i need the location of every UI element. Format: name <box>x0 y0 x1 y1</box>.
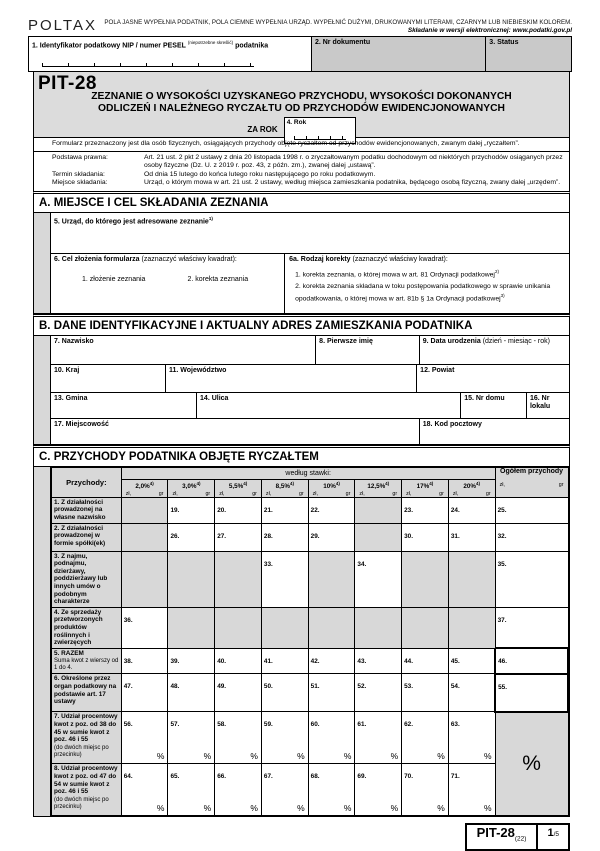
legal-info-box <box>33 138 570 191</box>
form-title-block <box>33 72 570 138</box>
option-zlozenie-zeznania[interactable]: 1. złożenie zeznania <box>82 275 146 283</box>
field-nr-dokumentu <box>311 37 485 71</box>
cell-37[interactable]: 37. <box>495 607 568 648</box>
cell-disabled <box>308 551 355 607</box>
col-header-rate-85: 8,5%$^{4)}$ zł, gr <box>261 479 308 497</box>
nip-digit-ruler[interactable] <box>42 58 254 67</box>
field-nr-lokalu[interactable]: 16. Nr lokalu <box>526 393 569 418</box>
cell-69[interactable]: 69. % <box>355 764 402 816</box>
revenue-table <box>51 467 569 817</box>
purpose-row <box>50 253 569 313</box>
cell-disabled <box>355 607 402 648</box>
field-status <box>485 37 571 71</box>
field-powiat[interactable]: 12. Powiat <box>416 365 569 392</box>
option-korekta-art81b[interactable]: 2. korekta zeznania składana w toku postępowania podatkowego w sprawie unikania opodatkowania, o której mowa w art. 81b § 1a Ordynacji podatkowej$^{3)}$ <box>295 283 551 303</box>
legal-rows <box>34 152 569 191</box>
b-row-3 <box>50 392 569 418</box>
field-gmina[interactable]: 13. Gmina <box>54 394 88 402</box>
cell-disabled <box>121 497 168 523</box>
cell-49[interactable]: 49. <box>215 674 262 712</box>
field-ulica[interactable]: 14. Ulica <box>196 393 460 418</box>
field-rok-label: 4. Rok <box>286 119 307 126</box>
cell-26[interactable]: 26. <box>168 523 215 551</box>
section-a-body <box>33 213 570 314</box>
cell-41[interactable]: 41. <box>261 648 308 674</box>
cell-58[interactable]: 58. % <box>215 712 262 764</box>
cell-disabled <box>261 607 308 648</box>
col-header-rate-10: 10%$^{4)}$ zł, gr <box>308 479 355 497</box>
cell-38[interactable]: 38. <box>121 648 168 674</box>
revenue-row-4 <box>52 607 569 648</box>
field-kod-pocztowy[interactable]: 18. Kod pocztowy <box>419 419 569 444</box>
col-header-wedlug-stawki: według stawki: <box>121 467 495 479</box>
option-korekta-zeznania[interactable]: 2. korekta zeznania <box>187 275 249 283</box>
row-label-6: 6. Określone przez organ podatkowy na podstawie art. 17 ustawy <box>52 674 122 712</box>
field-data-urodzenia[interactable]: 9. Data urodzenia (dzień - miesiąc - rok) <box>419 336 569 364</box>
col-header-rate-125: 12,5%$^{4)}$ zł, gr <box>355 479 402 497</box>
row-label-4: 4. Ze sprzedaży przetworzonych produktów roślinnych i zwierzęcych <box>52 607 122 648</box>
cell-67[interactable]: 67. % <box>261 764 308 816</box>
section-a-header: A. MIEJSCE I CEL SKŁADANIA ZEZNANIA <box>33 191 570 213</box>
cell-23[interactable]: 23. <box>402 497 449 523</box>
cell-65[interactable]: 65. % <box>168 764 215 816</box>
row-label-5: 5. RAZEM Suma kwot z wierszy od 1 do 4. <box>52 648 122 674</box>
field-miejscowosc[interactable]: 17. Miejscowość <box>54 420 109 428</box>
form-header-bar <box>28 10 572 36</box>
cell-disabled <box>215 551 262 607</box>
legal-row-miejsce: Miejsce składania: Urząd, o którym mowa w art. 21 ust. 2 ustawy, według miejsca zamieszkania podatnika, będącego osobą fizyczną, zwany dalej „urzędem”. <box>52 179 561 186</box>
b-row-2 <box>50 364 569 392</box>
fill-instructions-text: POLA JASNE WYPEŁNIA PODATNIK, POLA CIEMNE WYPEŁNIA URZĄD. WYPEŁNIĆ DUŻYMI, DRUKOWANYMI LITERAMI, CZARNYM LUB NIEBIESKIM KOLOREM. <box>104 19 572 26</box>
cell-31[interactable]: 31. <box>448 523 495 551</box>
field-rodzaj-korekty-label: 6a. Rodzaj korekty (zaznaczyć właściwy kwadrat): <box>289 255 448 263</box>
revenue-row-3 <box>52 551 569 607</box>
form-title-line1: ZEZNANIE O WYSOKOŚCI UZYSKANEGO PRZYCHODU, WYSOKOŚCI DOKONANYCH <box>91 91 512 102</box>
cell-disabled <box>308 607 355 648</box>
field-nr-domu[interactable]: 15. Nr domu <box>460 393 526 418</box>
cell-disabled <box>168 607 215 648</box>
cell-44[interactable]: 44. <box>402 648 449 674</box>
cell-34[interactable]: 34. <box>355 551 402 607</box>
cell-70[interactable]: 70. % <box>402 764 449 816</box>
option-korekta-art81[interactable]: 1. korekta zeznania, o której mowa w art. 81 Ordynacji podatkowej$^{2)}$ <box>295 268 499 278</box>
cell-61[interactable]: 61. % <box>355 712 402 764</box>
cell-39[interactable]: 39. <box>168 648 215 674</box>
cell-60[interactable]: 60. % <box>308 712 355 764</box>
revenue-row-6 <box>52 674 569 712</box>
field-pierwsze-imie[interactable]: 8. Pierwsze imię <box>315 336 419 364</box>
field-cel-zlozenia-label: 6. Cel złożenia formularza (zaznaczyć właściwy kwadrat): <box>54 255 237 263</box>
cell-disabled <box>402 551 449 607</box>
revenue-row-5 <box>52 648 569 674</box>
cel-options <box>54 276 281 283</box>
cell-48[interactable]: 48. <box>168 674 215 712</box>
col-header-rate-17: 17%$^{4)}$ zł, gr <box>402 479 449 497</box>
cell-29[interactable]: 29. <box>308 523 355 551</box>
revenue-table-wrap <box>50 467 569 817</box>
field-status-label: 3. Status <box>489 39 519 46</box>
cell-disabled <box>215 607 262 648</box>
cell-36[interactable]: 36. <box>121 607 168 648</box>
form-title-line2: ODLICZEŃ I NALEŻNEGO RYCZAŁTU OD PRZYCHODÓW EWIDENCJONOWANYCH <box>98 103 505 114</box>
header-instructions <box>104 19 572 34</box>
field-nip-pesel[interactable] <box>29 37 311 71</box>
field-rok[interactable] <box>284 117 356 144</box>
cell-62[interactable]: 62. % <box>402 712 449 764</box>
row-label-2: 2. Z działalności prowadzonej w formie spółki(ek) <box>52 523 122 551</box>
cell-68[interactable]: 68. % <box>308 764 355 816</box>
cell-53[interactable]: 53. <box>402 674 449 712</box>
form-body <box>33 72 570 851</box>
cell-30[interactable]: 30. <box>402 523 449 551</box>
cell-disabled <box>168 551 215 607</box>
row-label-8: 8. Udział procentowy kwot z poz. od 47 do 54 w sumie kwot z poz. 46 i 55 (do dwóch miejsc po przecinku) <box>52 764 122 816</box>
cell-disabled <box>121 523 168 551</box>
cell-55[interactable]: 55. <box>495 674 568 712</box>
b-row-1 <box>50 336 569 364</box>
cell-33[interactable]: 33. <box>261 551 308 607</box>
form-id: PIT-28 <box>38 73 97 94</box>
cell-57[interactable]: 57. % <box>168 712 215 764</box>
section-b-body <box>33 336 570 445</box>
cell-45[interactable]: 45. <box>448 648 495 674</box>
form-title <box>38 91 565 115</box>
field-kraj[interactable]: 10. Kraj <box>54 366 80 374</box>
field-urzad-label: 5. Urząd, do którego jest adresowane zeznanie$^{1)}$ <box>54 215 213 225</box>
field-nip-pesel-label: 1. Identyfikator podatkowy NIP / numer PESEL $^{(niepotrzebne skreślić)}$ podatnika <box>32 40 269 50</box>
field-nr-dokumentu-label: 2. Nr dokumentu <box>314 39 371 46</box>
cell-32[interactable]: 32. <box>495 523 568 551</box>
footer-page-number: 1/5 <box>538 823 570 851</box>
cell-21[interactable]: 21. <box>261 497 308 523</box>
cell-disabled <box>402 607 449 648</box>
cell-59[interactable]: 59. % <box>261 712 308 764</box>
cell-43[interactable]: 43. <box>355 648 402 674</box>
field-rodzaj-korekty <box>284 254 569 313</box>
row-label-1: 1. Z działalności prowadzonej na własne nazwisko <box>52 497 122 523</box>
col-header-rate-55: 5,5%$^{4)}$ zł, gr <box>215 479 262 497</box>
cell-27[interactable]: 27. <box>215 523 262 551</box>
field-cel-zlozenia <box>51 254 284 313</box>
field-wojewodztwo[interactable]: 11. Województwo <box>165 365 416 392</box>
identification-row <box>28 36 572 72</box>
cell-54[interactable]: 54. <box>448 674 495 712</box>
cell-total-percent: % <box>495 712 568 816</box>
legal-row-podstawa: Podstawa prawna: Art. 21 ust. 2 pkt 2 ustawy z dnia 20 listopada 1998 r. o zryczałtowanym podatku dochodowym od niektórych przychodów osiąganych przez osoby fizyczne (Dz. U. z 2019 r. poz. 43, z późn. zm.), zwanej dalej „ustawą”. <box>52 153 563 169</box>
col-header-przychody: Przychody: <box>52 467 122 497</box>
cell-46[interactable]: 46. <box>495 648 568 674</box>
poltax-logo: POLTAX <box>28 17 97 34</box>
section-b-header: B. DANE IDENTYFIKACYJNE I AKTUALNY ADRES ZAMIESZKANIA PODATNIKA <box>33 314 570 336</box>
field-nazwisko[interactable]: 7. Nazwisko <box>54 337 94 345</box>
cell-50[interactable]: 50. <box>261 674 308 712</box>
cell-56[interactable]: 56. % <box>121 712 168 764</box>
form-purpose-text: Formularz przeznaczony jest dla osób fizycznych, osiągających przychody objęte ryczałtem od przychodów ewidencjonowanych, zwanym dalej „ryczałtem”. <box>34 138 569 152</box>
cell-51[interactable]: 51. <box>308 674 355 712</box>
cell-42[interactable]: 42. <box>308 648 355 674</box>
cell-47[interactable]: 47. <box>121 674 168 712</box>
section-c-header: C. PRZYCHODY PODATNIKA OBJĘTE RYCZAŁTEM <box>33 445 570 467</box>
table-head-row-1 <box>52 467 569 479</box>
revenue-row-8 <box>52 764 569 816</box>
year-digit-ruler[interactable] <box>294 131 346 140</box>
efiling-note: Składanie w wersji elektronicznej: www.podatki.gov.pl <box>407 27 572 34</box>
section-c-body <box>33 467 570 818</box>
legal-row-termin: Termin składania: Od dnia 15 lutego do końca lutego roku następującego po roku podatkowym. <box>52 170 376 178</box>
page-footer <box>33 823 570 851</box>
row-label-7: 7. Udział procentowy kwot z poz. od 38 do 45 w sumie kwot z poz. 46 i 55 (do dwóch miejsc po przecinku) <box>52 712 122 764</box>
cell-66[interactable]: 66. % <box>215 764 262 816</box>
col-header-rate-20: 20%$^{4)}$ zł, gr <box>448 479 495 497</box>
cell-disabled <box>448 551 495 607</box>
cell-disabled <box>355 523 402 551</box>
cell-disabled <box>448 607 495 648</box>
col-header-rate-20: 2,0%$^{4)}$ zł, gr <box>121 479 168 497</box>
cell-71[interactable]: 71. % <box>448 764 495 816</box>
field-urzad[interactable] <box>50 213 569 253</box>
col-header-rate-30: 3,0%$^{4)}$ zł, gr <box>168 479 215 497</box>
cell-disabled <box>121 551 168 607</box>
b-row-4 <box>50 418 569 444</box>
revenue-row-7 <box>52 712 569 764</box>
cell-disabled <box>355 497 402 523</box>
cell-19[interactable]: 19. <box>168 497 215 523</box>
cell-28[interactable]: 28. <box>261 523 308 551</box>
footer-form-code: PIT-$28_{(22)}$ <box>465 823 539 851</box>
cell-25[interactable]: 25. <box>495 497 568 523</box>
cell-20[interactable]: 20. <box>215 497 262 523</box>
cell-40[interactable]: 40. <box>215 648 262 674</box>
cell-24[interactable]: 24. <box>448 497 495 523</box>
cell-52[interactable]: 52. <box>355 674 402 712</box>
table-head-row-2 <box>52 479 569 497</box>
cell-64[interactable]: 64. % <box>121 764 168 816</box>
cell-22[interactable]: 22. <box>308 497 355 523</box>
revenue-row-1 <box>52 497 569 523</box>
col-header-ogolem: Ogółem przychody zł, gr <box>495 467 568 497</box>
cell-35[interactable]: 35. <box>495 551 568 607</box>
revenue-row-2 <box>52 523 569 551</box>
za-rok-label: ZA ROK <box>247 125 278 134</box>
cell-63[interactable]: 63. % <box>448 712 495 764</box>
row-label-3: 3. Z najmu, podnajmu, dzierżawy, poddzierżawy lub innych umów o podobnym charakterze <box>52 551 122 607</box>
